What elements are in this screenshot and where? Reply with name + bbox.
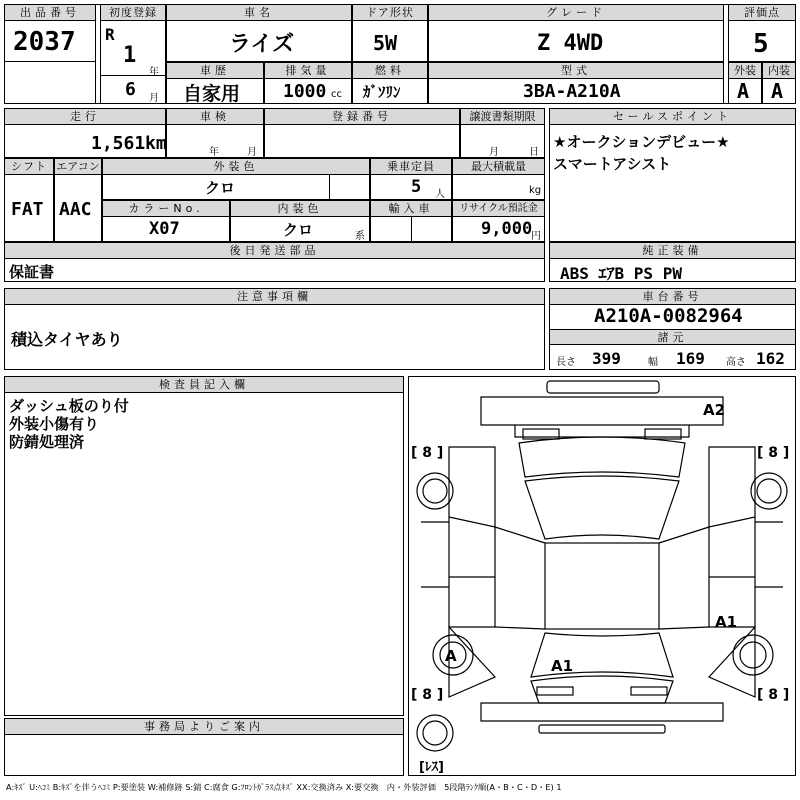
- lot-number: 2037: [13, 27, 76, 57]
- max-load-unit: kg: [529, 185, 542, 196]
- score-box: [728, 4, 796, 62]
- fuel-header: 燃料: [353, 63, 427, 79]
- inspector-header: 検査員記入欄: [5, 377, 403, 393]
- history-value: 自家用: [183, 83, 241, 105]
- capacity-value: 5: [411, 177, 422, 197]
- capacity-box: [370, 158, 452, 200]
- genuine-value: ABS ｴｱB PS PW: [560, 264, 682, 283]
- capacity-unit: 人: [435, 189, 445, 200]
- height-label: 高さ: [726, 357, 746, 368]
- int-color-header: 内装色: [231, 201, 369, 217]
- later-parts-value: 保証書: [9, 263, 55, 281]
- grade-value: Z 4WD: [537, 31, 604, 56]
- interior-grade-box: [762, 62, 796, 104]
- grade-header: グレード: [429, 5, 723, 21]
- inspector-line-1: ダッシュ板のり付: [9, 397, 129, 415]
- aircon-header: エアコン: [56, 160, 100, 173]
- int-color-unit: 系: [355, 231, 365, 242]
- tire-fr-label: [ 8 ]: [757, 445, 790, 461]
- int-color-box: [230, 200, 370, 242]
- selling-point-1: ★オークションデビュー★: [553, 133, 730, 151]
- era: R: [105, 25, 115, 44]
- later-parts-box: [4, 242, 545, 282]
- transfer-month-unit: 月: [489, 147, 499, 158]
- fuel-value: ｶﾞｿﾘﾝ: [363, 83, 401, 101]
- int-color-value: クロ: [283, 221, 314, 239]
- notes-header: 注意事項欄: [5, 289, 544, 305]
- max-load-header: 最大積載量: [453, 159, 544, 175]
- transfer-day-unit: 日: [529, 147, 539, 158]
- damage-mark-a-wheel: A: [445, 647, 457, 665]
- import-box: [370, 200, 452, 242]
- reg-month: 6: [125, 79, 136, 100]
- color-no-value: X07: [149, 219, 180, 239]
- first-reg-header: 初度登録: [101, 5, 165, 21]
- width-label: 幅: [648, 357, 658, 368]
- chassis-box: [549, 288, 796, 370]
- recycle-header: リサイクル預託金: [453, 201, 544, 217]
- recycle-unit: 円: [531, 231, 541, 242]
- height-value: 162: [756, 349, 785, 368]
- office-box: [4, 718, 404, 776]
- chassis-value: A210A-0082964: [594, 305, 743, 327]
- damage-mark-a1-bottom: A1: [551, 657, 574, 675]
- first-reg-box: [100, 4, 166, 104]
- inspector-box: [4, 376, 404, 716]
- inspection-box: [166, 108, 264, 158]
- insp-month-unit: 月: [247, 147, 257, 158]
- shift-box: [4, 158, 54, 242]
- selling-header: セールスポイント: [550, 109, 795, 125]
- chassis-header: 車台番号: [550, 289, 795, 305]
- car-diagram: [408, 376, 796, 776]
- car-diagram-svg: [409, 377, 795, 775]
- damage-mark-a1-right: A1: [715, 613, 738, 631]
- lot-box: [4, 4, 96, 104]
- color-no-box: [102, 200, 230, 242]
- width-value: 169: [676, 349, 705, 368]
- recycle-value: 9,000: [481, 219, 533, 239]
- inspection-header: 車検: [167, 109, 263, 125]
- notes-value: 積込タイヤあり: [11, 330, 123, 349]
- car-name-box: [166, 4, 352, 62]
- displacement-value: 1000: [283, 81, 327, 102]
- history-header: 車歴: [167, 63, 263, 79]
- selling-box: [549, 108, 796, 242]
- mileage-unit: km: [145, 133, 167, 154]
- fuel-box: [352, 62, 428, 104]
- reg-year: 1: [123, 43, 137, 68]
- length-label: 長さ: [556, 357, 576, 368]
- inspector-line-3: 防錆処理済: [9, 433, 85, 451]
- reg-no-header: 登録番号: [265, 109, 459, 125]
- office-header: 事務局よりご案内: [5, 719, 403, 735]
- ext-color-value: クロ: [205, 179, 236, 197]
- car-name: ライズ: [229, 32, 295, 57]
- exterior-grade: A: [737, 79, 750, 103]
- door-header: ドア形状: [353, 5, 427, 21]
- displacement-box: [264, 62, 352, 104]
- transfer-header: 譲渡書類期限: [461, 109, 544, 125]
- mileage-value: 1,561: [91, 133, 146, 154]
- reg-no-box: [264, 108, 460, 158]
- insp-year-unit: 年: [209, 147, 219, 158]
- shift-header: シフト: [5, 159, 53, 175]
- genuine-box: [549, 242, 796, 282]
- model-box: [428, 62, 724, 104]
- ext-color-box: [102, 158, 370, 200]
- selling-point-2: スマートアシスト: [553, 155, 672, 173]
- aircon-value: AAC: [59, 199, 92, 220]
- grade-box: [428, 4, 724, 62]
- later-parts-header: 後日発送部品: [5, 243, 544, 259]
- inspector-line-2: 外装小傷有り: [9, 415, 100, 433]
- import-header: 輸入車: [371, 201, 451, 217]
- interior-grade: A: [771, 79, 784, 103]
- transfer-box: [460, 108, 545, 158]
- history-box: [166, 62, 264, 104]
- exterior-grade-box: [728, 62, 762, 104]
- model-header: 型式: [429, 63, 723, 79]
- score-header: 評価点: [729, 5, 795, 21]
- tire-rl-label: [ 8 ]: [411, 687, 444, 703]
- door-value: 5W: [373, 31, 398, 55]
- color-no-header: カラーNo.: [103, 201, 229, 217]
- interior-header: 内装: [763, 63, 795, 79]
- score-value: 5: [753, 29, 769, 59]
- length-value: 399: [592, 349, 621, 368]
- notes-box: [4, 288, 545, 370]
- displacement-unit: cc: [331, 89, 342, 100]
- displacement-header: 排気量: [265, 63, 351, 79]
- ext-color-header: 外装色: [103, 159, 369, 175]
- recycle-box: [452, 200, 545, 242]
- door-box: [352, 4, 428, 62]
- mileage-header: 走行: [5, 109, 165, 125]
- shift-value: FAT: [11, 199, 44, 220]
- capacity-header: 乗車定員: [371, 159, 451, 175]
- model-value: 3BA-A210A: [523, 81, 621, 102]
- month-unit: 月: [149, 93, 159, 104]
- genuine-header: 純正装備: [550, 243, 795, 259]
- tire-fl-label: [ 8 ]: [411, 445, 444, 461]
- year-unit: 年: [149, 67, 159, 78]
- tire-rr-label: [ 8 ]: [757, 687, 790, 703]
- aircon-box: [54, 158, 102, 242]
- mileage-box: [4, 108, 166, 158]
- car-name-header: 車名: [167, 5, 351, 21]
- spare-label: [ﾚｽ]: [419, 760, 444, 775]
- damage-mark-a2: A2: [703, 401, 726, 419]
- lot-header: 出品番号: [5, 5, 95, 21]
- exterior-header: 外装: [729, 63, 761, 79]
- legend: A:ｷｽﾞ U:ﾍｺﾐ B:ｷｽﾞを伴うﾍｺﾐ P:要塗装 W:補修跡 S:錆 C:腐食 G:ﾌﾛﾝﾄｶﾞﾗｽ点ｷｽﾞ XX:交換済み X:要交換 内・外装評価 5段階ﾗﾝｸ順(A・B・C・D・E) 1: [6, 782, 562, 792]
- max-load-box: [452, 158, 545, 200]
- dims-header: 諸元: [550, 329, 795, 345]
